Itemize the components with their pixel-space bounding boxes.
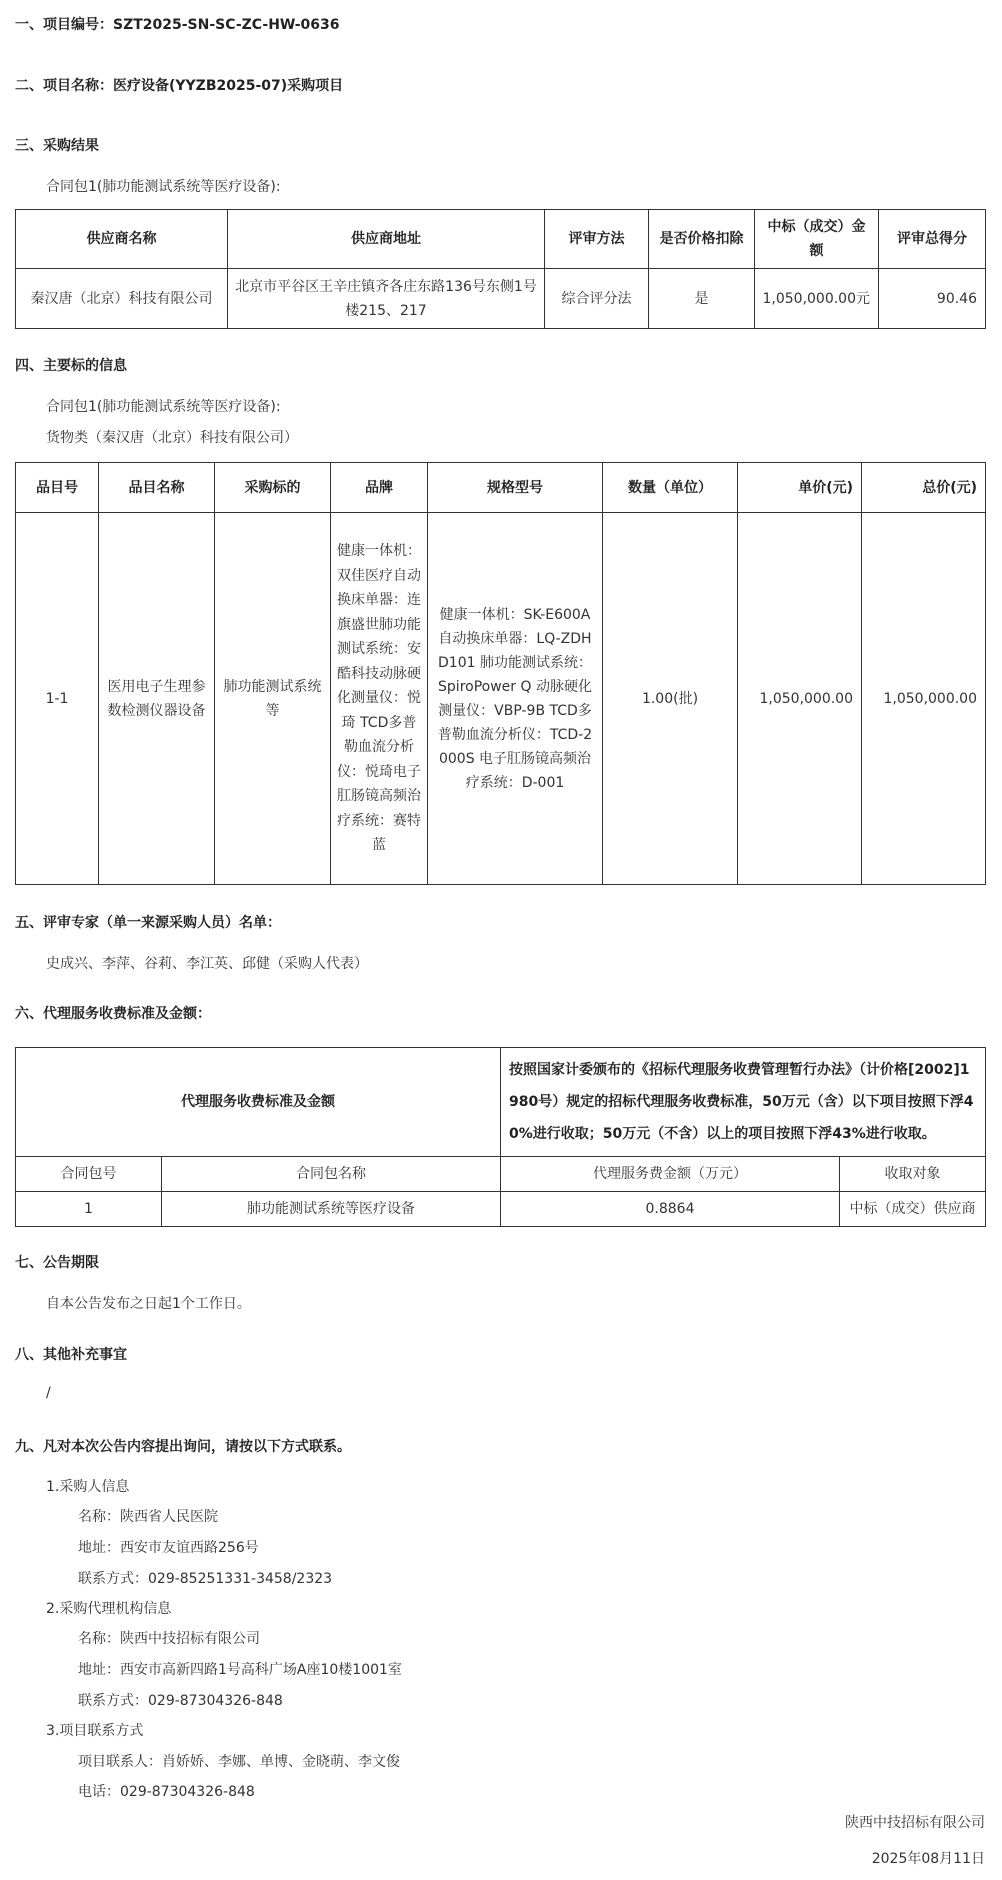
experts-list: 史成兴、李萍、谷莉、李江英、邱健（采购人代表） xyxy=(46,956,368,972)
section-purchase-result: 三、采购结果 xyxy=(15,138,99,154)
items-table xyxy=(15,462,986,885)
items-cell-quantity: 1.00(批) xyxy=(603,513,738,885)
fee-header-package-no: 合同包号 xyxy=(16,1157,162,1192)
fee-standard-label: 代理服务收费标准及金额 xyxy=(16,1048,501,1157)
items-cell-no: 1-1 xyxy=(16,513,99,885)
buyer-address: 地址：西安市友谊西路256号 xyxy=(78,1540,259,1556)
agent-info-title: 2.采购代理机构信息 xyxy=(46,1601,172,1617)
result-cell-price-deduction: 是 xyxy=(649,269,755,329)
footer-company: 陕西中技招标有限公司 xyxy=(845,1815,985,1831)
project-contact-title: 3.项目联系方式 xyxy=(46,1723,144,1739)
items-package-label: 合同包1(肺功能测试系统等医疗设备): xyxy=(46,399,281,415)
result-header-score: 评审总得分 xyxy=(879,210,986,269)
buyer-phone: 联系方式：029-85251331-3458/2323 xyxy=(78,1571,333,1587)
section-project-name: 二、项目名称：医疗设备(YYZB2025-07)采购项目 xyxy=(15,78,344,94)
items-category-label: 货物类（秦汉唐（北京）科技有限公司） xyxy=(46,430,298,446)
result-header-amount: 中标（成交）金额 xyxy=(755,210,879,269)
section-experts: 五、评审专家（单一来源采购人员）名单： xyxy=(15,915,281,931)
fee-header-payer: 收取对象 xyxy=(840,1157,986,1192)
fee-cell-amount: 0.8864 xyxy=(501,1192,840,1227)
section-contact: 九、凡对本次公告内容提出询问，请按以下方式联系。 xyxy=(15,1439,351,1455)
section-agency-fee: 六、代理服务收费标准及金额： xyxy=(15,1006,211,1022)
result-cell-supplier: 秦汉唐（北京）科技有限公司 xyxy=(16,269,228,329)
fee-table xyxy=(15,1047,986,1227)
result-cell-score: 90.46 xyxy=(879,269,986,329)
result-header-method: 评审方法 xyxy=(545,210,649,269)
section-main-items: 四、主要标的信息 xyxy=(15,358,127,374)
project-contact-people: 项目联系人：肖娇娇、李娜、单博、金晓萌、李文俊 xyxy=(78,1754,400,1770)
result-table xyxy=(15,209,986,329)
items-cell-target: 肺功能测试系统等 xyxy=(215,513,331,885)
section-period: 七、公告期限 xyxy=(15,1255,99,1271)
period-text: 自本公告发布之日起1个工作日。 xyxy=(46,1296,251,1312)
other-text: / xyxy=(46,1385,51,1401)
result-header-supplier: 供应商名称 xyxy=(16,210,228,269)
section-other: 八、其他补充事宜 xyxy=(15,1347,127,1363)
items-header-name: 品目名称 xyxy=(99,463,215,513)
result-cell-address: 北京市平谷区王辛庄镇齐各庄东路136号东侧1号楼215、217 xyxy=(228,269,545,329)
fee-cell-package-name: 肺功能测试系统等医疗设备 xyxy=(162,1192,501,1227)
items-cell-name: 医用电子生理参数检测仪器设备 xyxy=(99,513,215,885)
items-cell-unit-price: 1,050,000.00 xyxy=(738,513,862,885)
result-cell-amount: 1,050,000.00元 xyxy=(755,269,879,329)
items-header-quantity: 数量（单位） xyxy=(603,463,738,513)
items-header-brand: 品牌 xyxy=(331,463,428,513)
items-header-unit-price: 单价(元) xyxy=(738,463,862,513)
result-header-address: 供应商地址 xyxy=(228,210,545,269)
buyer-name: 名称：陕西省人民医院 xyxy=(78,1509,218,1525)
items-cell-spec: 健康一体机：SK-E600A 自动换床单器：LQ-ZDHD101 肺功能测试系统：SpiroPower Q 动脉硬化测量仪：VBP-9B TCD多普勒血流分析仪：TCD-2000S 电子肛肠镜高频治疗系统：D-001 xyxy=(428,513,603,885)
items-header-spec: 规格型号 xyxy=(428,463,603,513)
items-cell-brand: 健康一体机：双佳医疗自动换床单器：连旗盛世肺功能测试系统：安酷科技动脉硬化测量仪：悦琦 TCD多普勒血流分析仪：悦琦电子肛肠镜高频治疗系统：赛特蓝 xyxy=(331,513,428,885)
fee-standard-text: 按照国家计委颁布的《招标代理服务收费管理暂行办法》（计价格[2002]1980号）规定的招标代理服务收费标准，50万元（含）以下项目按照下浮40%进行收取；50万元（不含）以上的项目按照下浮43%进行收取。 xyxy=(501,1048,986,1157)
agent-phone: 联系方式：029-87304326-848 xyxy=(78,1693,283,1709)
result-header-price-deduction: 是否价格扣除 xyxy=(649,210,755,269)
items-header-total-price: 总价(元) xyxy=(862,463,986,513)
section-project-number: 一、项目编号：SZT2025-SN-SC-ZC-HW-0636 xyxy=(15,17,340,33)
items-header-no: 品目号 xyxy=(16,463,99,513)
footer-date: 2025年08月11日 xyxy=(871,1851,985,1867)
fee-cell-package-no: 1 xyxy=(16,1192,162,1227)
result-cell-method: 综合评分法 xyxy=(545,269,649,329)
result-package-label: 合同包1(肺功能测试系统等医疗设备): xyxy=(46,179,281,195)
fee-header-package-name: 合同包名称 xyxy=(162,1157,501,1192)
agent-name: 名称：陕西中技招标有限公司 xyxy=(78,1631,260,1647)
fee-header-amount: 代理服务费金额（万元） xyxy=(501,1157,840,1192)
agent-address: 地址：西安市高新四路1号高科广场A座10楼1001室 xyxy=(78,1662,402,1678)
buyer-info-title: 1.采购人信息 xyxy=(46,1479,130,1495)
items-cell-total-price: 1,050,000.00 xyxy=(862,513,986,885)
fee-cell-payer: 中标（成交）供应商 xyxy=(840,1192,986,1227)
project-contact-phone: 电话：029-87304326-848 xyxy=(78,1784,255,1800)
items-header-target: 采购标的 xyxy=(215,463,331,513)
